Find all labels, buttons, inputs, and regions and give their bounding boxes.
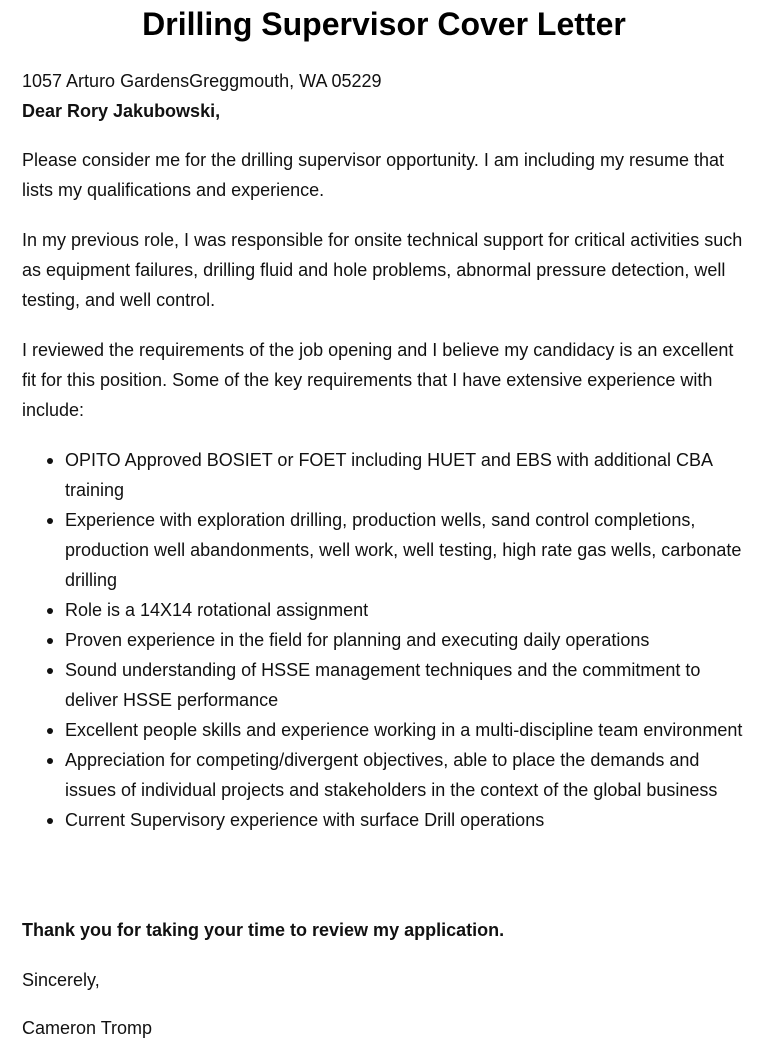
list-item (65, 445, 752, 505)
intro-paragraph: Please consider me for the drilling supervisor opportunity. I am including my resume that lists my qualifications and experience. (22, 150, 724, 200)
bullet-icon (47, 818, 53, 824)
list-item-text: Appreciation for competing/divergent objectives, able to place the demands and issues of individual projects and stakeholders in the context of the global business (65, 750, 718, 800)
experience-paragraph: In my previous role, I was responsible for onsite technical support for critical activities such as equipment failures, drilling fluid and hole problems, abnormal pressure detection, well testing, and well control. (22, 230, 743, 310)
bullet-icon (47, 668, 53, 674)
list-item (65, 715, 752, 745)
requirements-list (22, 445, 752, 835)
list-item (65, 655, 752, 715)
list-item (65, 745, 752, 805)
list-item-text: Proven experience in the field for planning and executing daily operations (65, 630, 650, 650)
list-item-text: OPITO Approved BOSIET or FOET including HUET and EBS with additional CBA training (65, 450, 712, 500)
signature-name: Cameron Tromp (22, 1018, 153, 1038)
bullet-icon (47, 638, 53, 644)
bullet-icon (47, 518, 53, 524)
list-item (65, 505, 752, 595)
letter-title: Drilling Supervisor Cover Letter (142, 6, 626, 42)
bullet-icon (47, 608, 53, 614)
sender-address: 1057 Arturo GardensGreggmouth, WA 05229 (22, 71, 382, 91)
closing-line: Thank you for taking your time to review my application. (22, 920, 505, 940)
bullet-icon (47, 728, 53, 734)
list-item-text: Current Supervisory experience with surface Drill operations (65, 810, 545, 830)
list-item-text: Role is a 14X14 rotational assignment (65, 600, 369, 620)
signoff: Sincerely, (22, 970, 100, 990)
list-item (65, 805, 752, 835)
salutation: Dear Rory Jakubowski, (22, 101, 221, 121)
list-item (65, 595, 752, 625)
bullet-icon (47, 458, 53, 464)
list-item-text: Experience with exploration drilling, production wells, sand control completions, production well abandonments, well work, well testing, high rate gas wells, carbonate drilling (65, 510, 742, 590)
bullet-icon (47, 758, 53, 764)
requirements-intro-paragraph: I reviewed the requirements of the job opening and I believe my candidacy is an excellent fit for this position. Some of the key requirements that I have extensive experience with include: (22, 340, 734, 420)
list-item (65, 625, 752, 655)
list-item-text: Excellent people skills and experience working in a multi-discipline team environment (65, 720, 743, 740)
list-item-text: Sound understanding of HSSE management techniques and the commitment to deliver HSSE performance (65, 660, 701, 710)
